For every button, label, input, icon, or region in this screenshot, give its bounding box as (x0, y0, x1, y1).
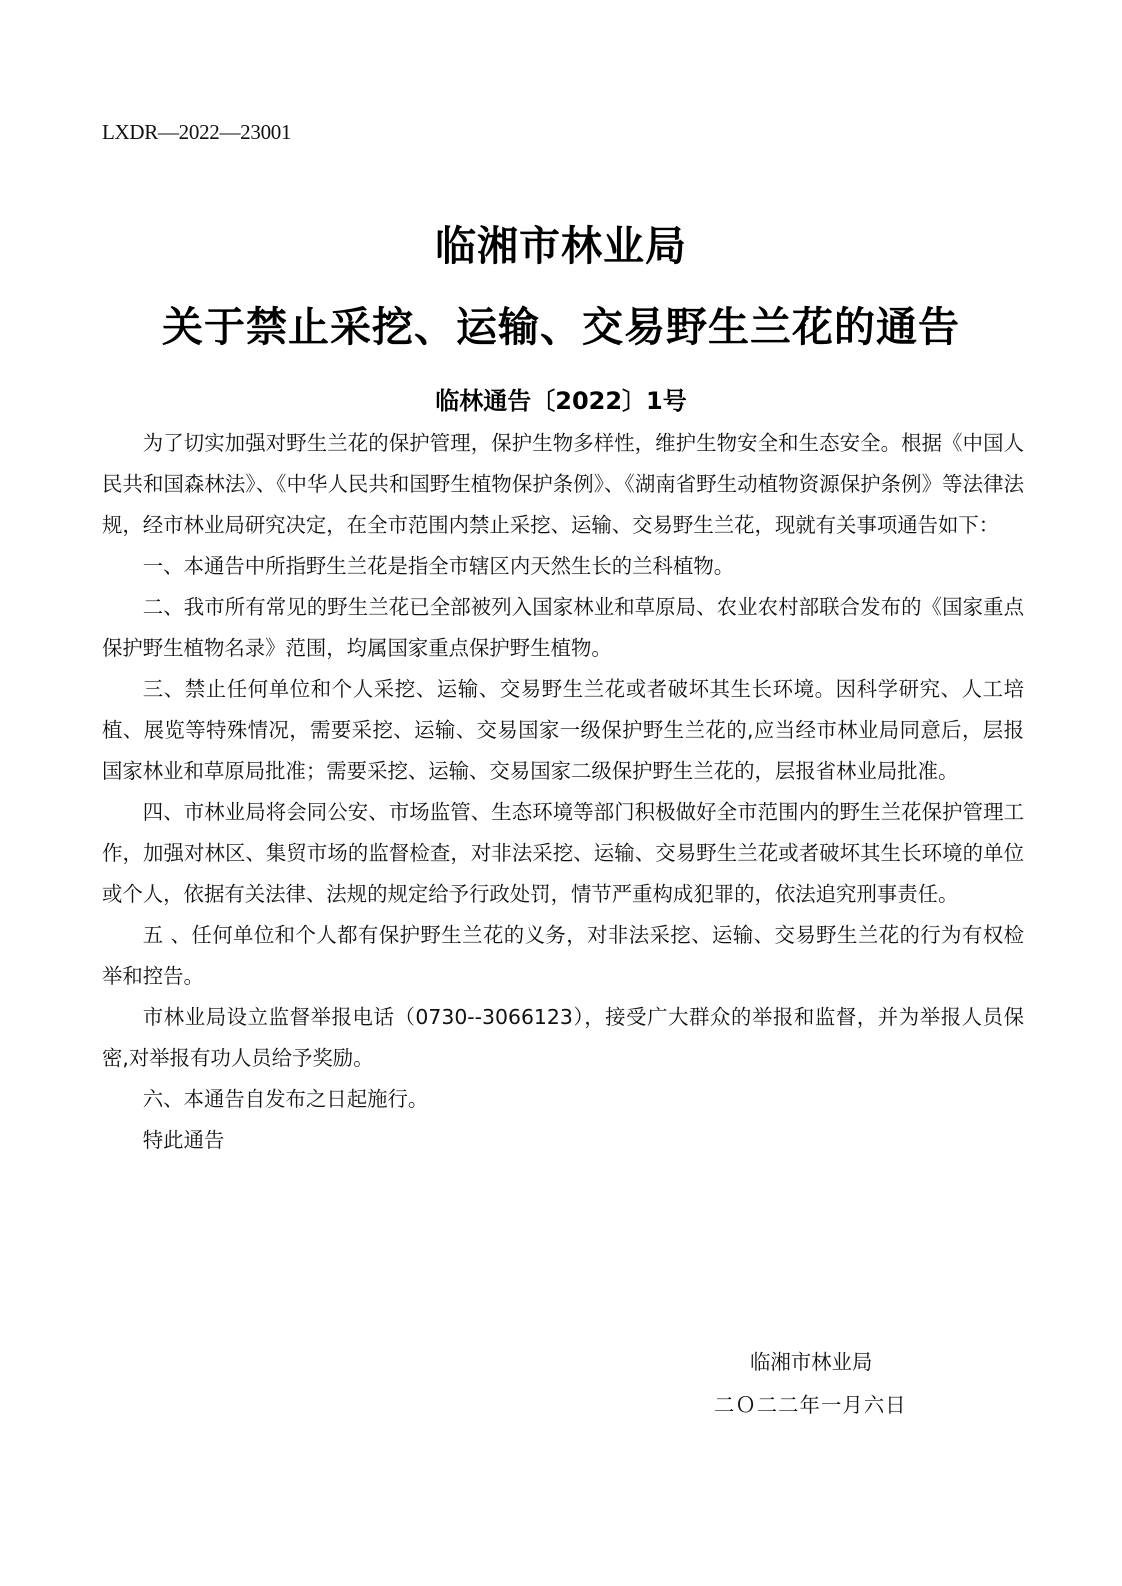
paragraph-item-2: 二、我市所有常见的野生兰花已全部被列入国家林业和草原局、农业农村部联合发布的《国家重点保护野生植物名录》范围，均属国家重点保护野生植物。 (102, 595, 1024, 660)
document-code: LXDR—2022—23001 (102, 120, 292, 144)
paragraph-hotline: 市林业局设立监督举报电话（0730--3066123），接受广大群众的举报和监督，并为举报人员保密,对举报有功人员给予奖励。 (102, 1005, 1024, 1070)
signature-organization: 临湘市林业局 (750, 1350, 873, 1374)
paragraph-item-5: 五 、任何单位和个人都有保护野生兰花的义务，对非法采挖、运输、交易野生兰花的行为有权检举和控告。 (102, 923, 1024, 988)
signature-date: 二Ｏ二二年一月六日 (714, 1393, 907, 1417)
document-body (102, 423, 1024, 1161)
paragraph-item-3: 三、禁止任何单位和个人采挖、运输、交易野生兰花或者破坏其生长环境。因科学研究、人工培植、展览等特殊情况，需要采挖、运输、交易国家一级保护野生兰花的,应当经市林业局同意后，层报国家林业和草原局批准；需要采挖、运输、交易国家二级保护野生兰花的，层报省林业局批准。 (102, 677, 1024, 783)
paragraph-item-6: 六、本通告自发布之日起施行。 (142, 1087, 429, 1111)
paragraph-closing: 特此通告 (142, 1128, 225, 1152)
document-title-subject: 关于禁止采挖、运输、交易野生兰花的通告 (162, 303, 960, 351)
paragraph-item-1: 一、本通告中所指野生兰花是指全市辖区内天然生长的兰科植物。 (142, 554, 735, 578)
paragraph-item-4: 四、市林业局将会同公安、市场监管、生态环境等部门积极做好全市范围内的野生兰花保护管理工作，加强对林区、集贸市场的监督检查，对非法采挖、运输、交易野生兰花或者破坏其生长环境的单位或个人，依据有关法律、法规的规定给予行政处罚，情节严重构成犯罪的，依法追究刑事责任。 (102, 800, 1024, 906)
document-number: 临林通告〔2022〕1号 (435, 387, 687, 415)
document-title-issuer: 临湘市林业局 (435, 222, 687, 270)
paragraph-preamble: 为了切实加强对野生兰花的保护管理，保护生物多样性，维护生物安全和生态安全。根据《中国人民共和国森林法》、《中华人民共和国野生植物保护条例》、《湖南省野生动植物资源保护条例》等法律法规，经市林业局研究决定，在全市范围内禁止采挖、运输、交易野生兰花，现就有关事项通告如下： (102, 431, 1024, 537)
